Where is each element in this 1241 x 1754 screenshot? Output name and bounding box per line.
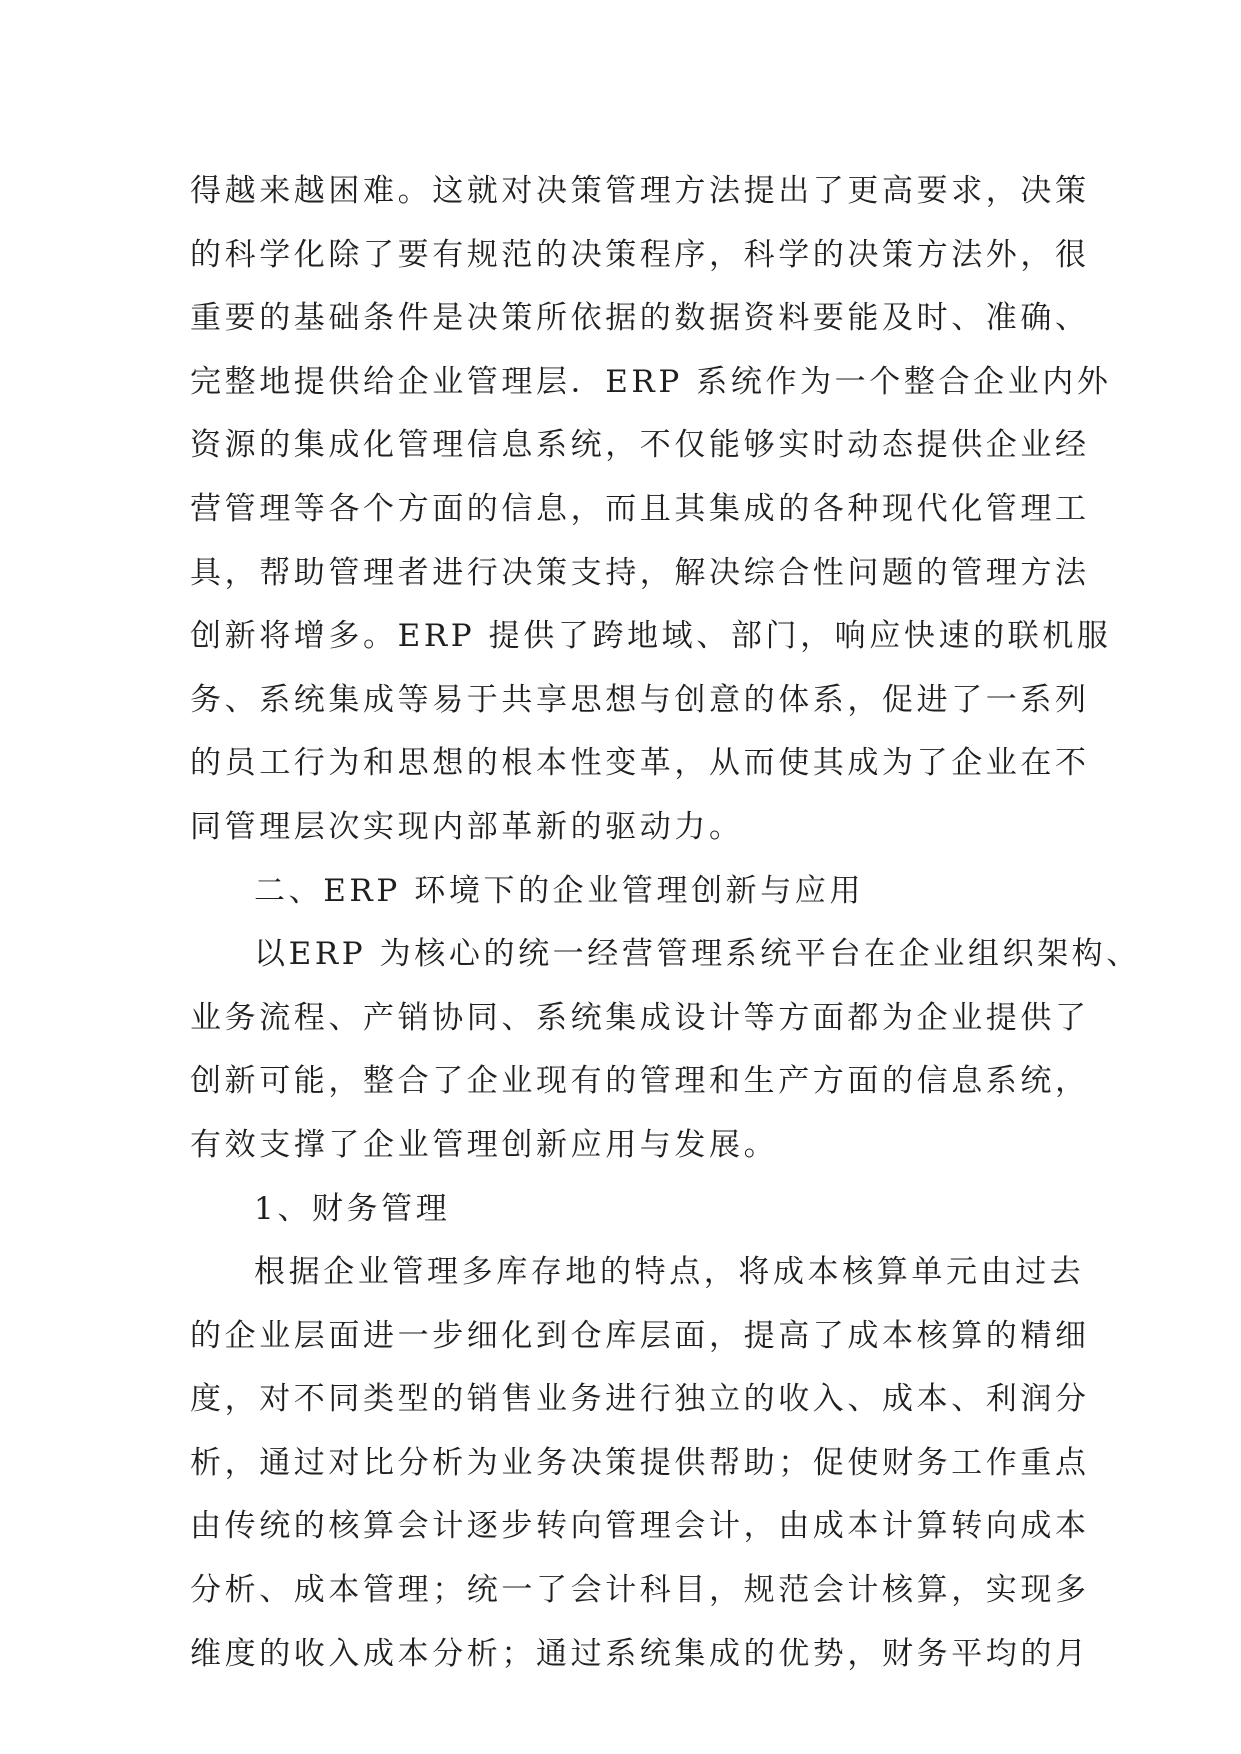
- text-line: 同管理层次实现内部革新的驱动力。: [190, 808, 744, 845]
- text-line: 的科学化除了要有规范的决策程序，科学的决策方法外，很: [190, 236, 1090, 273]
- text-line: 的企业层面进一步细化到仓库层面，提高了成本核算的精细: [190, 1317, 1090, 1354]
- text-line: 的员工行为和思想的根本性变革，从而使其成为了企业在不: [190, 745, 1090, 782]
- text-line: 创新将增多。ERP 提供了跨地域、部门，响应快速的联机服: [190, 618, 1112, 655]
- text-line: 以ERP 为核心的统一经营管理系统平台在企业组织架构、: [254, 936, 1141, 973]
- text-line: 有效支撑了企业管理创新应用与发展。: [190, 1126, 779, 1163]
- text-line: 维度的收入成本分析；通过系统集成的优势，财务平均的月: [190, 1635, 1090, 1672]
- text-line: 度，对不同类型的销售业务进行独立的收入、成本、利润分: [190, 1381, 1090, 1418]
- text-line: 务、系统集成等易于共享思想与创意的体系，促进了一系列: [190, 681, 1090, 718]
- text-line: 完整地提供给企业管理层．ERP 系统作为一个整合企业内外: [190, 363, 1112, 400]
- text-line: 重要的基础条件是决策所依据的数据资料要能及时、准确、: [190, 300, 1090, 337]
- text-line: 析，通过对比分析为业务决策提供帮助；促使财务工作重点: [190, 1444, 1090, 1481]
- text-line: 得越来越困难。这就对决策管理方法提出了更高要求，决策: [190, 173, 1090, 209]
- body-text: [190, 160, 1141, 1686]
- text-line: 由传统的核算会计逐步转向管理会计，由成本计算转向成本: [190, 1508, 1090, 1545]
- text-line: 具，帮助管理者进行决策支持，解决综合性问题的管理方法: [190, 554, 1090, 591]
- text-line: 资源的集成化管理信息系统，不仅能够实时动态提供企业经: [190, 427, 1090, 464]
- text-line: 业务流程、产销协同、系统集成设计等方面都为企业提供了: [190, 999, 1090, 1036]
- text-line: 根据企业管理多库存地的特点，将成本核算单元由过去: [254, 1254, 1085, 1291]
- text-line: 分析、成本管理；统一了会计科目，规范会计核算，实现多: [190, 1572, 1090, 1609]
- subsection-heading: 1、财务管理: [254, 1190, 451, 1227]
- text-line: 营管理等各个方面的信息，而且其集成的各种现代化管理工: [190, 490, 1090, 527]
- text-line: 创新可能，整合了企业现有的管理和生产方面的信息系统，: [190, 1063, 1090, 1100]
- section-heading: 二、ERP 环境下的企业管理创新与应用: [254, 872, 865, 909]
